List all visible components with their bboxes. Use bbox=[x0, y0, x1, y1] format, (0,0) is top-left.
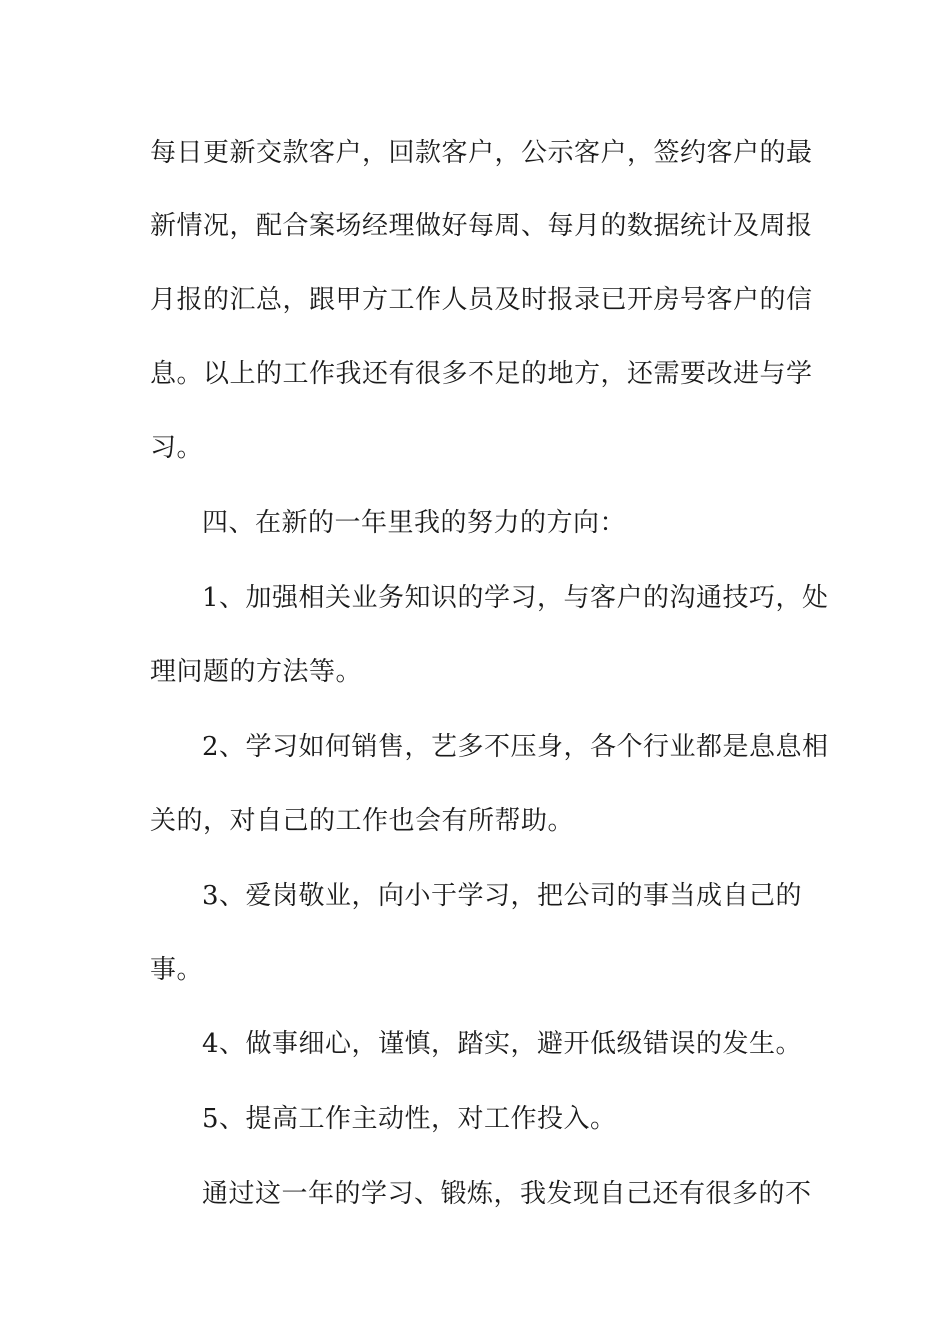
paragraph-line: 息。以上的工作我还有很多不足的地方，还需要改进与学 bbox=[150, 359, 813, 389]
paragraph-line: 新情况，配合案场经理做好每周、每月的数据统计及周报 bbox=[150, 211, 813, 241]
section-heading: 四、在新的一年里我的努力的方向： bbox=[202, 508, 627, 538]
list-item: 4、做事细心，谨慎，踏实，避开低级错误的发生。 bbox=[202, 1029, 803, 1059]
list-item-continuation: 事。 bbox=[150, 955, 204, 985]
paragraph-line: 习。 bbox=[150, 433, 204, 463]
list-item: 3、爱岗敬业，向小于学习，把公司的事当成自己的 bbox=[202, 881, 803, 911]
paragraph-line: 通过这一年的学习、锻炼，我发现自己还有很多的不 bbox=[202, 1179, 812, 1209]
list-item: 2、学习如何销售，艺多不压身，各个行业都是息息相 bbox=[202, 732, 829, 762]
list-item: 1、加强相关业务知识的学习，与客户的沟通技巧，处 bbox=[202, 583, 829, 613]
paragraph-line: 月报的汇总，跟甲方工作人员及时报录已开房号客户的信 bbox=[150, 285, 813, 315]
list-item-continuation: 理问题的方法等。 bbox=[150, 657, 363, 687]
paragraph-line: 每日更新交款客户，回款客户，公示客户，签约客户的最 bbox=[150, 138, 813, 168]
list-item: 5、提高工作主动性，对工作投入。 bbox=[202, 1104, 617, 1134]
list-item-continuation: 关的，对自己的工作也会有所帮助。 bbox=[150, 806, 575, 836]
